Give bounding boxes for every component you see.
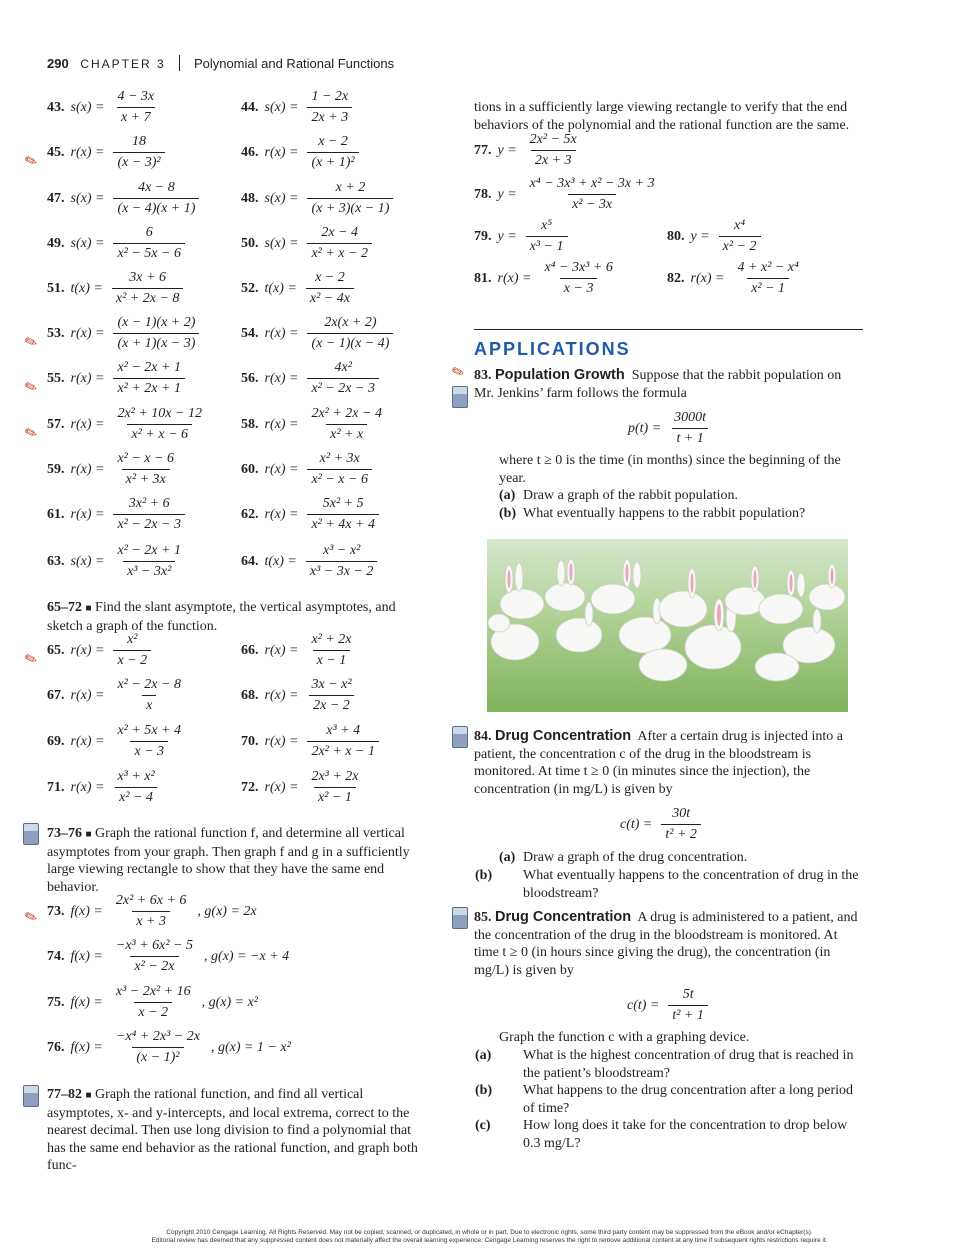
numerator: x³ − x² (323, 543, 361, 558)
function-lhs: r(x) = (70, 461, 105, 477)
problem-text: After a certain drug is injected into a patient, the concentration c of the drug in the bloodstream is monitored. At time t ≥ 0 (in minutes since the injection), the concentration (in mg/L) is given by (474, 729, 844, 797)
problem-84 (474, 728, 864, 798)
numerator: x³ − 2x² + 16 (115, 984, 191, 999)
comparison-function: , g(x) = x² (201, 994, 258, 1010)
exercise-number: 57. (47, 416, 65, 432)
exercise-number: 81. (474, 270, 492, 286)
numerator: 2x − 4 (321, 225, 359, 240)
denominator: (x + 1)(x − 3) (113, 333, 199, 352)
function-lhs: r(x) = (264, 325, 299, 341)
pencil-icon: ✎ (22, 908, 41, 928)
formula-84 (620, 806, 704, 843)
denominator: x² + x − 2 (307, 243, 372, 262)
exercise-53 (47, 315, 202, 352)
exercise-80 (667, 218, 764, 255)
exercise-55 (47, 360, 188, 397)
exercise-66 (241, 632, 359, 669)
exercise-49 (47, 225, 188, 262)
denominator: x² + x (326, 424, 367, 443)
exercise-number: 64. (241, 553, 259, 569)
section-77-82-continuation: tions in a sufficiently large viewing rectangle to verify that the end behaviors of the polynomial and the rational function are the same. (474, 100, 850, 133)
exercise-59 (47, 451, 181, 488)
exercise-number: 51. (47, 280, 65, 296)
denominator: x² − x − 6 (307, 469, 372, 488)
numerator: x − 2 (315, 270, 345, 285)
exercise-82 (667, 260, 806, 297)
function-lhs: t(x) = (70, 280, 103, 296)
section-range: 65–72 (47, 600, 82, 615)
exercise-69 (47, 723, 188, 760)
problem-83-part-b: (b) What eventually happens to the rabbit population? (499, 506, 806, 521)
exercise-75 (47, 984, 258, 1021)
exercise-54 (241, 315, 396, 352)
exercise-number: 73. (47, 903, 65, 919)
numerator: (x − 1)(x + 2) (117, 315, 196, 330)
section-text: Graph the rational function f, and determine all vertical asymptotes from your graph. Then graph f and g in a sufficiently large viewing rectangle to show that they have the same end behavior. (47, 826, 410, 895)
exercise-62 (241, 496, 382, 533)
formula-83 (628, 410, 713, 447)
pencil-icon: ✎ (22, 152, 41, 172)
exercise-73 (47, 893, 257, 930)
function-lhs: s(x) = (70, 190, 105, 206)
denominator: x² − 2 (719, 236, 761, 255)
numerator: 4x² (334, 360, 352, 375)
copyright-notice (0, 1229, 979, 1245)
numerator: 3x + 6 (129, 270, 166, 285)
formula-85 (627, 987, 711, 1024)
denominator: x² − 2x (130, 956, 178, 975)
denominator: x² + 4x + 4 (307, 514, 379, 533)
exercise-number: 56. (241, 370, 259, 386)
exercise-number: 44. (241, 99, 259, 115)
exercise-number: 45. (47, 144, 65, 160)
rabbits-illustration (487, 539, 848, 712)
numerator: x³ + x² (117, 769, 155, 784)
exercise-number: 52. (241, 280, 259, 296)
function-lhs: r(x) = (70, 506, 105, 522)
exercise-number: 82. (667, 270, 685, 286)
numerator: x² + 2x (311, 632, 352, 647)
problem-84-part-b: (b) What eventually happens to the concentration of drug in the bloodstream? (475, 868, 859, 901)
numerator: 2x³ + 2x (311, 769, 359, 784)
exercise-61 (47, 496, 188, 533)
numerator: x² − 2x + 1 (117, 543, 181, 558)
exercise-number: 71. (47, 779, 65, 795)
calculator-icon (452, 726, 468, 748)
calculator-icon (23, 1085, 39, 1107)
problem-text: A drug is administered to a patient, and the concentration of the drug in the bloodstream is monitored. At time t ≥ 0 (in hours since giving the drug), the concentration (in mg/L) is given by (474, 910, 858, 978)
problem-number: 83. (474, 368, 492, 383)
denominator: x³ − 3x − 2 (306, 561, 378, 580)
exercise-68 (241, 677, 359, 714)
denominator: x² − 3x (568, 194, 616, 213)
section-square: ■ (85, 829, 92, 840)
denominator: x² + 2x + 1 (113, 378, 185, 397)
exercise-58 (241, 406, 389, 443)
exercise-45 (47, 134, 168, 171)
comparison-function: , g(x) = 1 − x² (210, 1039, 291, 1055)
denominator: x (142, 695, 156, 714)
denominator: x² − 5x − 6 (113, 243, 185, 262)
numerator: 4x − 8 (138, 180, 175, 195)
exercise-76 (47, 1029, 291, 1066)
section-square: ■ (85, 1090, 92, 1101)
exercise-67 (47, 677, 188, 714)
problem-title: Population Growth (495, 367, 625, 383)
problem-85-part-a: (a) What is the highest concentration of drug that is reached in the patient’s bloodstream? (475, 1048, 854, 1081)
function-lhs: r(x) = (497, 270, 532, 286)
header-divider (179, 55, 180, 71)
numerator: x² + 5x + 4 (117, 723, 181, 738)
numerator: 2x² + 10x − 12 (117, 406, 202, 421)
exercise-72 (241, 769, 366, 806)
function-lhs: s(x) = (264, 235, 299, 251)
numerator: 3000t (674, 410, 707, 425)
exercise-number: 59. (47, 461, 65, 477)
chapter-label: CHAPTER 3 (80, 57, 166, 71)
exercise-number: 50. (241, 235, 259, 251)
exercise-65 (47, 632, 154, 669)
formula-lhs: c(t) = (620, 816, 653, 832)
denominator: (x + 1)² (307, 152, 358, 171)
function-lhs: r(x) = (70, 416, 105, 432)
function-lhs: f(x) = (70, 903, 103, 919)
exercise-70 (241, 723, 382, 760)
formula-lhs: p(t) = (628, 420, 662, 436)
pencil-icon: ✎ (449, 363, 468, 383)
denominator: x − 2 (113, 650, 151, 669)
denominator: x + 3 (132, 911, 170, 930)
exercise-number: 58. (241, 416, 259, 432)
denominator: (x − 1)(x − 4) (307, 333, 393, 352)
problem-83-after: where t ≥ 0 is the time (in months) since the beginning of the year. (499, 453, 841, 486)
numerator: x⁵ (541, 218, 553, 233)
section-range: 73–76 (47, 826, 82, 841)
exercise-number: 79. (474, 228, 492, 244)
denominator: 2x − 2 (309, 695, 354, 714)
section-65-72-instructions (47, 599, 427, 635)
denominator: 2x + 3 (307, 107, 352, 126)
function-lhs: r(x) = (264, 642, 299, 658)
problem-text: Suppose that the rabbit population on Mr. Jenkins’ farm follows the formula (474, 368, 842, 401)
numerator: x³ + 4 (326, 723, 361, 738)
function-lhs: r(x) = (70, 144, 105, 160)
exercise-number: 65. (47, 642, 65, 658)
denominator: x² − 2x − 3 (113, 514, 185, 533)
denominator: (x + 3)(x − 1) (307, 198, 393, 217)
exercise-56 (241, 360, 382, 397)
problem-83 (474, 367, 864, 402)
function-lhs: r(x) = (70, 370, 105, 386)
exercise-number: 75. (47, 994, 65, 1010)
exercise-46 (241, 134, 362, 171)
denominator: x³ − 3x² (123, 561, 175, 580)
problem-85-after: Graph the function c with a graphing device. (499, 1030, 750, 1045)
denominator: 2x² + x − 1 (307, 741, 379, 760)
function-lhs: r(x) = (70, 642, 105, 658)
exercise-number: 72. (241, 779, 259, 795)
applications-rule (474, 329, 863, 330)
section-73-76-instructions (47, 825, 432, 896)
function-lhs: r(x) = (70, 733, 105, 749)
exercise-number: 66. (241, 642, 259, 658)
problem-title: Drug Concentration (495, 728, 632, 744)
numerator: x⁴ − 3x³ + 6 (544, 260, 613, 275)
denominator: x − 3 (560, 278, 598, 297)
problem-85 (474, 909, 864, 979)
function-lhs: y = (690, 228, 710, 244)
chapter-title: Polynomial and Rational Functions (193, 56, 395, 71)
exercise-number: 77. (474, 142, 492, 158)
function-lhs: s(x) = (70, 553, 105, 569)
pencil-icon: ✎ (22, 333, 41, 353)
numerator: −x⁴ + 2x³ − 2x (115, 1029, 200, 1044)
exercise-57 (47, 406, 209, 443)
denominator: x − 1 (313, 650, 351, 669)
page-number: 290 (47, 56, 69, 71)
numerator: x² + 3x (319, 451, 360, 466)
problem-number: 84. (474, 729, 492, 744)
denominator: x² + x − 6 (127, 424, 192, 443)
function-lhs: f(x) = (70, 994, 103, 1010)
comparison-function: , g(x) = −x + 4 (204, 948, 290, 964)
exercise-number: 62. (241, 506, 259, 522)
formula-lhs: c(t) = (627, 997, 660, 1013)
problem-85-part-c: (c) How long does it take for the concentration to drop below 0.3 mg/L? (475, 1118, 848, 1151)
page-header (47, 55, 394, 71)
problem-title: Drug Concentration (495, 909, 632, 925)
denominator: (x − 1)² (132, 1047, 183, 1066)
exercise-60 (241, 451, 375, 488)
numerator: 6 (145, 225, 153, 240)
numerator: −x³ + 6x² − 5 (115, 938, 194, 953)
calculator-icon (452, 386, 468, 408)
denominator: x² + 3x (122, 469, 170, 488)
exercise-number: 70. (241, 733, 259, 749)
function-lhs: s(x) = (70, 99, 105, 115)
denominator: x² − 1 (747, 278, 789, 297)
exercise-51 (47, 270, 186, 307)
denominator: x − 2 (134, 1002, 172, 1021)
function-lhs: f(x) = (70, 948, 103, 964)
numerator: x² − 2x + 1 (117, 360, 181, 375)
function-lhs: r(x) = (264, 779, 299, 795)
denominator: t² + 1 (668, 1005, 708, 1024)
exercise-43 (47, 89, 161, 126)
copyright-line: Editorial review has deemed that any suppressed content does not materially affect the overall learning experience. Cengage Learning reserves the right to remove additional content at any time if subsequent rights restrictions require it. (151, 1237, 828, 1244)
section-text: Find the slant asymptote, the vertical asymptotes, and sketch a graph of the function. (47, 600, 396, 634)
numerator: 4 − 3x (117, 89, 155, 104)
denominator: (x − 3)² (113, 152, 164, 171)
exercise-74 (47, 938, 289, 975)
function-lhs: r(x) = (264, 370, 299, 386)
function-lhs: s(x) = (70, 235, 105, 251)
exercise-number: 67. (47, 687, 65, 703)
numerator: 3x² + 6 (128, 496, 170, 511)
exercise-47 (47, 180, 202, 217)
exercise-77 (474, 132, 584, 169)
pencil-icon: ✎ (22, 650, 41, 670)
numerator: 1 − 2x (311, 89, 349, 104)
section-square: ■ (85, 603, 92, 614)
numerator: 2x² + 2x − 4 (311, 406, 382, 421)
numerator: 5t (682, 987, 694, 1002)
exercise-number: 68. (241, 687, 259, 703)
pencil-icon: ✎ (22, 424, 41, 444)
exercise-number: 80. (667, 228, 685, 244)
numerator: 2x² − 5x (529, 132, 577, 147)
exercise-number: 48. (241, 190, 259, 206)
exercise-number: 55. (47, 370, 65, 386)
numerator: x² − 2x − 8 (117, 677, 181, 692)
exercise-number: 60. (241, 461, 259, 477)
exercise-79 (474, 218, 571, 255)
denominator: x − 3 (130, 741, 168, 760)
function-lhs: f(x) = (70, 1039, 103, 1055)
calculator-icon (452, 907, 468, 929)
numerator: x² (127, 632, 138, 647)
pencil-icon: ✎ (22, 378, 41, 398)
function-lhs: t(x) = (264, 280, 297, 296)
function-lhs: r(x) = (264, 416, 299, 432)
exercise-number: 78. (474, 186, 492, 202)
function-lhs: r(x) = (690, 270, 725, 286)
denominator: (x − 4)(x + 1) (113, 198, 199, 217)
function-lhs: r(x) = (70, 687, 105, 703)
exercise-number: 47. (47, 190, 65, 206)
exercise-44 (241, 89, 355, 126)
function-lhs: r(x) = (70, 325, 105, 341)
denominator: x² − 4 (115, 787, 157, 806)
exercise-81 (474, 260, 620, 297)
comparison-function: , g(x) = 2x (197, 903, 257, 919)
denominator: 2x + 3 (531, 150, 576, 169)
section-text: Graph the rational function, and find all vertical asymptotes, x- and y-intercepts, and local extrema, correct to the nearest decimal. Then use long division to find a polynomial that has the same end behavior as the rational function, and graph both func- (47, 1087, 418, 1173)
denominator: t² + 2 (661, 824, 701, 843)
numerator: 4 + x² − x⁴ (737, 260, 799, 275)
exercise-number: 69. (47, 733, 65, 749)
numerator: 5x² + 5 (322, 496, 364, 511)
function-lhs: y = (497, 142, 517, 158)
denominator: x + 7 (117, 107, 155, 126)
numerator: 2x(x + 2) (324, 315, 377, 330)
function-lhs: r(x) = (264, 733, 299, 749)
function-lhs: r(x) = (70, 779, 105, 795)
numerator: x⁴ (734, 218, 746, 233)
numerator: x − 2 (318, 134, 348, 149)
function-lhs: r(x) = (264, 144, 299, 160)
numerator: x + 2 (335, 180, 366, 195)
exercise-number: 74. (47, 948, 65, 964)
function-lhs: y = (497, 186, 517, 202)
exercise-63 (47, 543, 188, 580)
exercise-number: 61. (47, 506, 65, 522)
denominator: t + 1 (672, 428, 707, 447)
numerator: 30t (672, 806, 691, 821)
exercise-48 (241, 180, 396, 217)
numerator: x⁴ − 3x³ + x² − 3x + 3 (529, 176, 655, 191)
copyright-line: Copyright 2010 Cengage Learning. All Rights Reserved. May not be copied, scanned, or duplicated, in whole or in part. Due to electronic rights, some third party content may be suppressed from the eBook and/or eChapter(s). (166, 1229, 813, 1236)
problem-number: 85. (474, 910, 492, 925)
exercise-number: 63. (47, 553, 65, 569)
problem-85-part-b: (b) What happens to the drug concentration after a long period of time? (475, 1083, 854, 1116)
exercise-number: 49. (47, 235, 65, 251)
exercise-number: 76. (47, 1039, 65, 1055)
exercise-64 (241, 543, 380, 580)
exercise-71 (47, 769, 162, 806)
section-77-82-instructions (47, 1086, 432, 1175)
function-lhs: r(x) = (264, 687, 299, 703)
exercise-78 (474, 176, 662, 213)
function-lhs: s(x) = (264, 190, 299, 206)
exercise-number: 53. (47, 325, 65, 341)
function-lhs: t(x) = (264, 553, 297, 569)
exercise-number: 46. (241, 144, 259, 160)
denominator: x² − 1 (314, 787, 356, 806)
exercise-number: 54. (241, 325, 259, 341)
denominator: x² + 2x − 8 (112, 288, 184, 307)
calculator-icon (23, 823, 39, 845)
numerator: 18 (132, 134, 147, 149)
function-lhs: r(x) = (264, 506, 299, 522)
numerator: 3x − x² (311, 677, 352, 692)
numerator: 2x² + 6x + 6 (115, 893, 187, 908)
function-lhs: y = (497, 228, 517, 244)
problem-83-part-a: (a) Draw a graph of the rabbit population. (499, 488, 738, 503)
denominator: x² − 2x − 3 (307, 378, 379, 397)
exercise-number: 43. (47, 99, 65, 115)
section-range: 77–82 (47, 1087, 82, 1102)
denominator: x³ − 1 (526, 236, 568, 255)
function-lhs: s(x) = (264, 99, 299, 115)
function-lhs: r(x) = (264, 461, 299, 477)
problem-84-part-a: (a) Draw a graph of the drug concentration. (499, 850, 748, 865)
applications-heading: APPLICATIONS (474, 339, 631, 359)
denominator: x² − 4x (306, 288, 354, 307)
exercise-52 (241, 270, 357, 307)
exercise-50 (241, 225, 375, 262)
numerator: x² − x − 6 (117, 451, 174, 466)
